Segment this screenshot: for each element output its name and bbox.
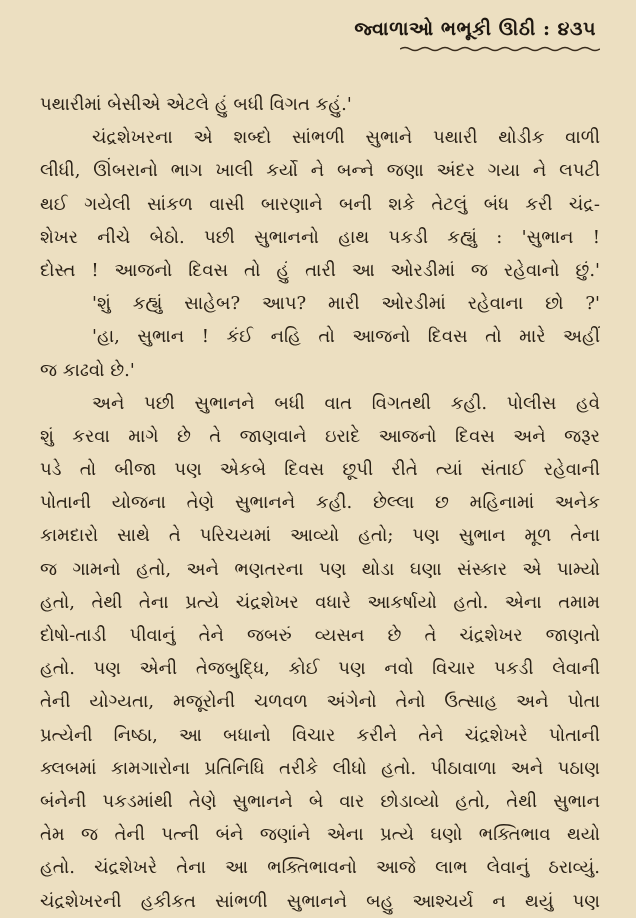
text-line: દોષો-તાડી પીવાનું તેને જબરું વ્યસન છે તે ચંદ્રશેખર જાણતો <box>40 625 600 646</box>
text-line: બંનેની પકડમાંથી તેણે સુભાનને બે વાર છોડાવ્યો હતો, તેથી સુભાન <box>40 790 600 812</box>
text-line: દોસ્ત ! આજનો દિવસ તો હું તારી આ ઓરડીમાં જ રહેવાનો છું.' <box>40 259 600 281</box>
text-line: 'શું કહ્યું સાહેબ? આપ? મારી ઓરડીમાં રહેવાના છો ?' <box>92 293 600 315</box>
text-line: ચંદ્રશેખરની હકીકત સાંભળી સુભાનને બહુ આશ્ચર્ય ન થયું પણ <box>40 890 600 912</box>
text-line: હતો, તેથી તેના પ્રત્યે ચંદ્રશેખર વધારે આકર્ષાયો હતો. એના તમામ <box>40 591 600 613</box>
text-line: લીધી, ઊંબરાનો ભાગ ખાલી કર્યો ને બન્ને જણા અંદર ગયા ને લપટી <box>40 160 600 182</box>
text-line: ક્લબમાં કામગારોના પ્રતિનિધિ તરીકે લીધો હતો. પીઠાવાળા અને પઠાણ <box>40 757 600 779</box>
decorative-rule <box>400 46 600 52</box>
text-line: તેમ જ તેની પત્ની બંને જણાંને એના પ્રત્યે ઘણો ભક્તિભાવ થયો <box>40 824 600 846</box>
text-line: પોતાની યોજના તેણે સુભાનને કહી. છેલ્લા છ મહિનામાં અનેક <box>40 492 600 514</box>
text-line: તેની યોગ્યતા, મજૂરોની ચળવળ અંગેનો તેનો ઉત્સાહ અને પોતા <box>40 691 600 713</box>
text-line: ચંદ્રશેખરના એ શબ્દો સાંભળી સુભાને પથારી થોડીક વાળી <box>92 127 600 149</box>
body-text <box>40 88 600 918</box>
text-line: જ ગામનો હતો, અને ભણતરના પણ થોડા ઘણા સંસ્કાર એ પામ્યો <box>40 558 600 580</box>
text-line: શેખર નીચે બેઠો. પછી સુભાનનો હાથ પકડી કહ્યું : 'સુભાન ! <box>40 226 600 248</box>
text-line: પડે તો બીજા પણ એકબે દિવસ છૂપી રીતે ત્યાં સંતાઈ રહેવાની <box>40 459 600 481</box>
text-line: કામદારો સાથે તે પરિચયમાં આવ્યો હતો; પણ સુભાન મૂળ તેના <box>40 525 600 547</box>
running-head: જ્વાળાઓ ભભૂકી ઊઠી : ૪૩૫ <box>354 18 596 40</box>
text-line: પ્રત્યેની નિષ્ઠા, આ બધાનો વિચાર કરીને તેને ચંદ્રશેખરે પોતાની <box>40 724 600 746</box>
text-line: શું કરવા માગે છે તે જાણવાને ઇરાદે આજનો દિવસ અને જરૂર <box>40 425 600 447</box>
text-line: હતો. પણ એની તેજબુદ્ધિ, કોઈ પણ નવો વિચાર પકડી લેવાની <box>40 658 600 680</box>
text-line: 'હા, સુભાન ! કંઈ નહિ તો આજનો દિવસ તો મારે અહીં <box>92 326 600 348</box>
text-line: થઈ ગયેલી સાંકળ વાસી બારણાને બની શકે તેટલું બંધ કરી ચંદ્ર- <box>40 193 600 215</box>
text-line: અને પછી સુભાનને બધી વાત વિગતથી કહી. પોલીસ હવે <box>92 392 600 414</box>
text-line: પથારીમાં બેસીએ એટલે હું બધી વિગત કહું.' <box>40 94 352 115</box>
text-line: જ કાઢવો છે.' <box>40 359 135 381</box>
text-line: હતો. ચંદ્રશેખરે તેના આ ભક્તિભાવનો આજે લાભ લેવાનું ઠરાવ્યું. <box>40 857 600 879</box>
